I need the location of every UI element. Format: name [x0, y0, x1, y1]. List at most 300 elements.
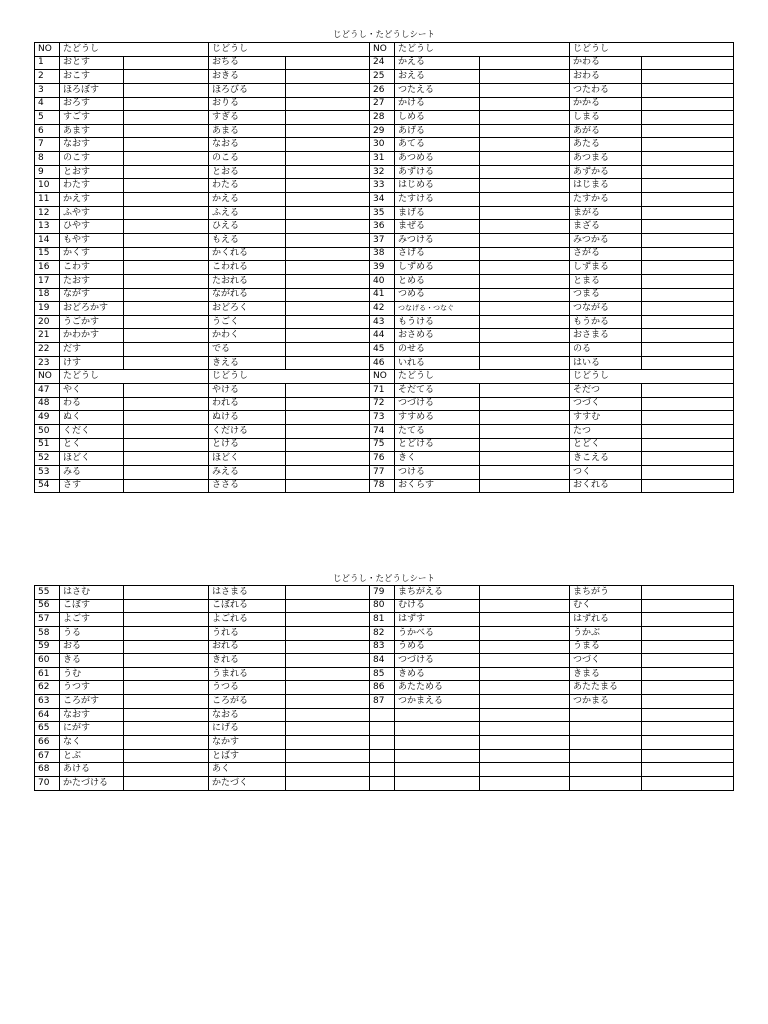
blank-cell — [480, 83, 570, 97]
blank-cell — [286, 397, 370, 411]
jidoushi-cell: かかる — [570, 97, 642, 111]
row-number: 80 — [370, 599, 395, 613]
blank-cell — [124, 384, 209, 398]
blank-cell — [286, 206, 370, 220]
jidoushi-cell: にげる — [209, 722, 286, 736]
jidoushi-cell: こぼれる — [209, 599, 286, 613]
row-number: 2 — [35, 70, 60, 84]
blank-cell — [124, 152, 209, 166]
table-row — [35, 179, 734, 193]
blank-cell — [480, 465, 570, 479]
blank-cell — [124, 302, 209, 316]
blank-cell — [642, 397, 734, 411]
blank-cell — [286, 220, 370, 234]
blank-cell — [480, 586, 570, 600]
blank-cell — [642, 465, 734, 479]
blank-cell — [480, 193, 570, 207]
table-row — [35, 288, 734, 302]
jidoushi-cell: ころがる — [209, 695, 286, 709]
table-row — [35, 695, 734, 709]
blank-cell — [286, 424, 370, 438]
row-number: 73 — [370, 411, 395, 425]
blank-cell — [124, 206, 209, 220]
blank-cell — [642, 111, 734, 125]
jidoushi-cell: つづく — [570, 654, 642, 668]
blank-cell — [642, 586, 734, 600]
row-number: 72 — [370, 397, 395, 411]
tadoushi-cell: とどける — [395, 438, 480, 452]
table-row — [35, 302, 734, 316]
blank-cell — [286, 124, 370, 138]
table-row — [35, 452, 734, 466]
row-number: 71 — [370, 384, 395, 398]
jidoushi-cell: さがる — [570, 247, 642, 261]
row-number: 75 — [370, 438, 395, 452]
blank-cell — [124, 138, 209, 152]
row-number: 48 — [35, 397, 60, 411]
verb-table-2 — [34, 585, 734, 791]
tadoushi-cell: だす — [60, 343, 124, 357]
tadoushi-cell: つづける — [395, 654, 480, 668]
tadoushi-cell: うごかす — [60, 315, 124, 329]
table-row — [35, 681, 734, 695]
tadoushi-cell: たてる — [395, 424, 480, 438]
blank-cell — [642, 599, 734, 613]
blank-cell — [480, 70, 570, 84]
table-row — [35, 138, 734, 152]
blank-cell — [286, 70, 370, 84]
header-row — [35, 370, 734, 384]
blank-cell — [480, 233, 570, 247]
row-number: 9 — [35, 165, 60, 179]
blank-cell — [480, 736, 570, 750]
blank-cell — [124, 97, 209, 111]
blank-cell — [480, 56, 570, 70]
blank-cell — [124, 452, 209, 466]
blank-cell — [642, 193, 734, 207]
blank-cell — [642, 206, 734, 220]
row-number: 12 — [35, 206, 60, 220]
blank-cell — [480, 97, 570, 111]
blank-cell — [642, 138, 734, 152]
row-number: 38 — [370, 247, 395, 261]
jidoushi-cell: ひえる — [209, 220, 286, 234]
tadoushi-cell: つなげる・つなぐ — [395, 302, 480, 316]
blank-cell — [642, 329, 734, 343]
row-number: 31 — [370, 152, 395, 166]
blank-cell — [642, 70, 734, 84]
tadoushi-cell: さげる — [395, 247, 480, 261]
tadoushi-cell: つづける — [395, 397, 480, 411]
blank-cell — [286, 329, 370, 343]
blank-cell — [286, 763, 370, 777]
tadoushi-cell: おこす — [60, 70, 124, 84]
tadoushi-cell: みつける — [395, 233, 480, 247]
jidoushi-cell: きこえる — [570, 452, 642, 466]
row-number: 53 — [35, 465, 60, 479]
blank-cell — [124, 56, 209, 70]
blank-cell — [480, 654, 570, 668]
jidoushi-cell: かえる — [209, 193, 286, 207]
jidoushi-cell: おくれる — [570, 479, 642, 493]
jidoushi-cell: つく — [570, 465, 642, 479]
blank-cell — [642, 763, 734, 777]
tadoushi-cell: ひやす — [60, 220, 124, 234]
row-number: 65 — [35, 722, 60, 736]
jidoushi-cell: とまる — [570, 274, 642, 288]
jidoushi-cell: あまる — [209, 124, 286, 138]
jidoushi-cell: たすかる — [570, 193, 642, 207]
blank-cell — [642, 247, 734, 261]
header-no-right: NO — [370, 370, 395, 384]
tadoushi-cell: うめる — [395, 640, 480, 654]
verb-table-1 — [34, 42, 734, 493]
tadoushi-cell: のこす — [60, 152, 124, 166]
tadoushi-cell: とく — [60, 438, 124, 452]
header-jidoushi-left: じどうし — [209, 370, 370, 384]
table-row — [35, 465, 734, 479]
verb-table-2-body — [35, 586, 734, 791]
blank-cell — [286, 613, 370, 627]
jidoushi-cell: あく — [209, 763, 286, 777]
header-jidoushi-left: じどうし — [209, 43, 370, 57]
blank-cell — [286, 179, 370, 193]
jidoushi-cell: かわる — [570, 56, 642, 70]
jidoushi-cell: つたわる — [570, 83, 642, 97]
blank-cell — [124, 83, 209, 97]
blank-cell — [642, 654, 734, 668]
jidoushi-cell: なおる — [209, 708, 286, 722]
row-number: 37 — [370, 233, 395, 247]
row-number: 26 — [370, 83, 395, 97]
tadoushi-cell: きく — [395, 452, 480, 466]
sheet-title-1: じどうし・たどうしシート — [332, 30, 435, 40]
row-number: 62 — [35, 681, 60, 695]
blank-cell — [480, 384, 570, 398]
blank-cell — [480, 667, 570, 681]
table-row — [35, 736, 734, 750]
row-number: 41 — [370, 288, 395, 302]
header-tadoushi-right: たどうし — [395, 43, 570, 57]
tadoushi-cell: こわす — [60, 261, 124, 275]
tadoushi-cell: ころがす — [60, 695, 124, 709]
jidoushi-cell: とどく — [570, 438, 642, 452]
blank-cell — [124, 111, 209, 125]
blank-cell — [642, 343, 734, 357]
blank-cell — [124, 70, 209, 84]
blank-cell — [480, 749, 570, 763]
jidoushi-cell: うれる — [209, 626, 286, 640]
blank-cell — [642, 274, 734, 288]
header-no-right: NO — [370, 43, 395, 57]
jidoushi-cell: うごく — [209, 315, 286, 329]
jidoushi-cell: こわれる — [209, 261, 286, 275]
blank-cell — [124, 274, 209, 288]
jidoushi-cell: きえる — [209, 356, 286, 370]
row-number: 51 — [35, 438, 60, 452]
blank-cell — [480, 206, 570, 220]
table-row — [35, 397, 734, 411]
row-number: 25 — [370, 70, 395, 84]
jidoushi-cell — [570, 749, 642, 763]
tadoushi-cell: まちがえる — [395, 586, 480, 600]
blank-cell — [642, 452, 734, 466]
jidoushi-cell: おどろく — [209, 302, 286, 316]
tadoushi-cell — [395, 776, 480, 790]
table-row — [35, 438, 734, 452]
row-number: 5 — [35, 111, 60, 125]
tadoushi-cell: つける — [395, 465, 480, 479]
jidoushi-cell: ささる — [209, 479, 286, 493]
tadoushi-cell: さす — [60, 479, 124, 493]
table-row — [35, 776, 734, 790]
table-row — [35, 111, 734, 125]
tadoushi-cell: あける — [60, 763, 124, 777]
blank-cell — [124, 667, 209, 681]
blank-cell — [124, 695, 209, 709]
blank-cell — [480, 708, 570, 722]
blank-cell — [124, 681, 209, 695]
blank-cell — [480, 138, 570, 152]
table-row — [35, 220, 734, 234]
table-row — [35, 626, 734, 640]
row-number: 57 — [35, 613, 60, 627]
blank-cell — [124, 708, 209, 722]
blank-cell — [124, 288, 209, 302]
blank-cell — [124, 763, 209, 777]
header-jidoushi-right: じどうし — [570, 370, 734, 384]
blank-cell — [480, 343, 570, 357]
tadoushi-cell: たすける — [395, 193, 480, 207]
blank-cell — [480, 220, 570, 234]
jidoushi-cell: みえる — [209, 465, 286, 479]
blank-cell — [480, 124, 570, 138]
row-number: 76 — [370, 452, 395, 466]
jidoushi-cell — [570, 708, 642, 722]
blank-cell — [642, 736, 734, 750]
table-row — [35, 274, 734, 288]
row-number: 24 — [370, 56, 395, 70]
jidoushi-cell: おれる — [209, 640, 286, 654]
blank-cell — [480, 722, 570, 736]
blank-cell — [480, 179, 570, 193]
row-number: 47 — [35, 384, 60, 398]
jidoushi-cell: きまる — [570, 667, 642, 681]
blank-cell — [286, 356, 370, 370]
blank-cell — [286, 274, 370, 288]
tadoushi-cell: くだく — [60, 424, 124, 438]
blank-cell — [642, 776, 734, 790]
row-number: 70 — [35, 776, 60, 790]
blank-cell — [480, 411, 570, 425]
tadoushi-cell: うつす — [60, 681, 124, 695]
row-number: 15 — [35, 247, 60, 261]
blank-cell — [124, 193, 209, 207]
tadoushi-cell: もうける — [395, 315, 480, 329]
blank-cell — [642, 695, 734, 709]
tadoushi-cell: とおす — [60, 165, 124, 179]
header-tadoushi-left: たどうし — [60, 43, 209, 57]
tadoushi-cell: ぬく — [60, 411, 124, 425]
blank-cell — [480, 329, 570, 343]
row-number: 45 — [370, 343, 395, 357]
header-tadoushi-left: たどうし — [60, 370, 209, 384]
table-row — [35, 233, 734, 247]
table-row — [35, 384, 734, 398]
row-number: 44 — [370, 329, 395, 343]
jidoushi-cell: まちがう — [570, 586, 642, 600]
tadoushi-cell: おさめる — [395, 329, 480, 343]
row-number: 29 — [370, 124, 395, 138]
blank-cell — [124, 736, 209, 750]
jidoushi-cell: くだける — [209, 424, 286, 438]
tadoushi-cell: まげる — [395, 206, 480, 220]
tadoushi-cell: しずめる — [395, 261, 480, 275]
blank-cell — [642, 722, 734, 736]
jidoushi-cell: もえる — [209, 233, 286, 247]
blank-cell — [124, 261, 209, 275]
row-number: 54 — [35, 479, 60, 493]
blank-cell — [286, 56, 370, 70]
blank-cell — [286, 479, 370, 493]
blank-cell — [480, 695, 570, 709]
blank-cell — [124, 599, 209, 613]
blank-cell — [286, 97, 370, 111]
row-number: 35 — [370, 206, 395, 220]
row-number: 52 — [35, 452, 60, 466]
blank-cell — [642, 667, 734, 681]
blank-cell — [124, 397, 209, 411]
tadoushi-cell: そだてる — [395, 384, 480, 398]
row-number: 63 — [35, 695, 60, 709]
tadoushi-cell: うる — [60, 626, 124, 640]
blank-cell — [642, 179, 734, 193]
jidoushi-cell: たつ — [570, 424, 642, 438]
blank-cell — [286, 261, 370, 275]
jidoushi-cell: ふえる — [209, 206, 286, 220]
blank-cell — [286, 138, 370, 152]
tadoushi-cell — [395, 763, 480, 777]
blank-cell — [124, 329, 209, 343]
tadoushi-cell: あげる — [395, 124, 480, 138]
header-tadoushi-right: たどうし — [395, 370, 570, 384]
blank-cell — [286, 586, 370, 600]
blank-cell — [286, 152, 370, 166]
blank-cell — [642, 613, 734, 627]
blank-cell — [124, 220, 209, 234]
tadoushi-cell: かえす — [60, 193, 124, 207]
tadoushi-cell: おろす — [60, 97, 124, 111]
tadoushi-cell: かくす — [60, 247, 124, 261]
jidoushi-cell: そだつ — [570, 384, 642, 398]
row-number: 61 — [35, 667, 60, 681]
blank-cell — [480, 626, 570, 640]
blank-cell — [286, 749, 370, 763]
jidoushi-cell: のこる — [209, 152, 286, 166]
jidoushi-cell — [570, 776, 642, 790]
blank-cell — [286, 667, 370, 681]
jidoushi-cell: うかぶ — [570, 626, 642, 640]
blank-cell — [642, 261, 734, 275]
jidoushi-cell: ながれる — [209, 288, 286, 302]
table-row — [35, 329, 734, 343]
blank-cell — [286, 722, 370, 736]
jidoushi-cell — [570, 722, 642, 736]
tadoushi-cell: つたえる — [395, 83, 480, 97]
jidoushi-cell: かわく — [209, 329, 286, 343]
blank-cell — [124, 586, 209, 600]
tadoushi-cell: けす — [60, 356, 124, 370]
header-row — [35, 43, 734, 57]
blank-cell — [642, 384, 734, 398]
row-number: 20 — [35, 315, 60, 329]
table-row — [35, 708, 734, 722]
blank-cell — [286, 302, 370, 316]
jidoushi-cell: うつる — [209, 681, 286, 695]
tadoushi-cell: きる — [60, 654, 124, 668]
table-row — [35, 411, 734, 425]
jidoushi-cell: はさまる — [209, 586, 286, 600]
row-number: 33 — [370, 179, 395, 193]
blank-cell — [642, 124, 734, 138]
blank-cell — [480, 452, 570, 466]
table-row — [35, 193, 734, 207]
tadoushi-cell: すごす — [60, 111, 124, 125]
row-number: 10 — [35, 179, 60, 193]
tadoushi-cell: あたためる — [395, 681, 480, 695]
jidoushi-cell: かくれる — [209, 247, 286, 261]
row-number: 49 — [35, 411, 60, 425]
jidoushi-cell: でる — [209, 343, 286, 357]
blank-cell — [480, 356, 570, 370]
blank-cell — [124, 343, 209, 357]
table-row — [35, 56, 734, 70]
row-number: 36 — [370, 220, 395, 234]
tadoushi-cell: わたす — [60, 179, 124, 193]
blank-cell — [286, 640, 370, 654]
row-number — [370, 722, 395, 736]
tadoushi-cell — [395, 736, 480, 750]
jidoushi-cell: おりる — [209, 97, 286, 111]
row-number: 28 — [370, 111, 395, 125]
row-number — [370, 736, 395, 750]
row-number — [370, 708, 395, 722]
table-row — [35, 479, 734, 493]
blank-cell — [286, 83, 370, 97]
tadoushi-cell: ほどく — [60, 452, 124, 466]
row-number: 16 — [35, 261, 60, 275]
jidoushi-cell: しまる — [570, 111, 642, 125]
tadoushi-cell: とめる — [395, 274, 480, 288]
jidoushi-cell: つまる — [570, 288, 642, 302]
blank-cell — [124, 179, 209, 193]
blank-cell — [642, 626, 734, 640]
tadoushi-cell: あます — [60, 124, 124, 138]
header-no-left: NO — [35, 43, 60, 57]
row-number: 40 — [370, 274, 395, 288]
blank-cell — [124, 465, 209, 479]
row-number: 3 — [35, 83, 60, 97]
blank-cell — [124, 424, 209, 438]
tadoushi-cell: まぜる — [395, 220, 480, 234]
row-number: 13 — [35, 220, 60, 234]
row-number: 27 — [370, 97, 395, 111]
blank-cell — [286, 384, 370, 398]
blank-cell — [480, 111, 570, 125]
jidoushi-cell: まざる — [570, 220, 642, 234]
blank-cell — [286, 736, 370, 750]
blank-cell — [286, 776, 370, 790]
